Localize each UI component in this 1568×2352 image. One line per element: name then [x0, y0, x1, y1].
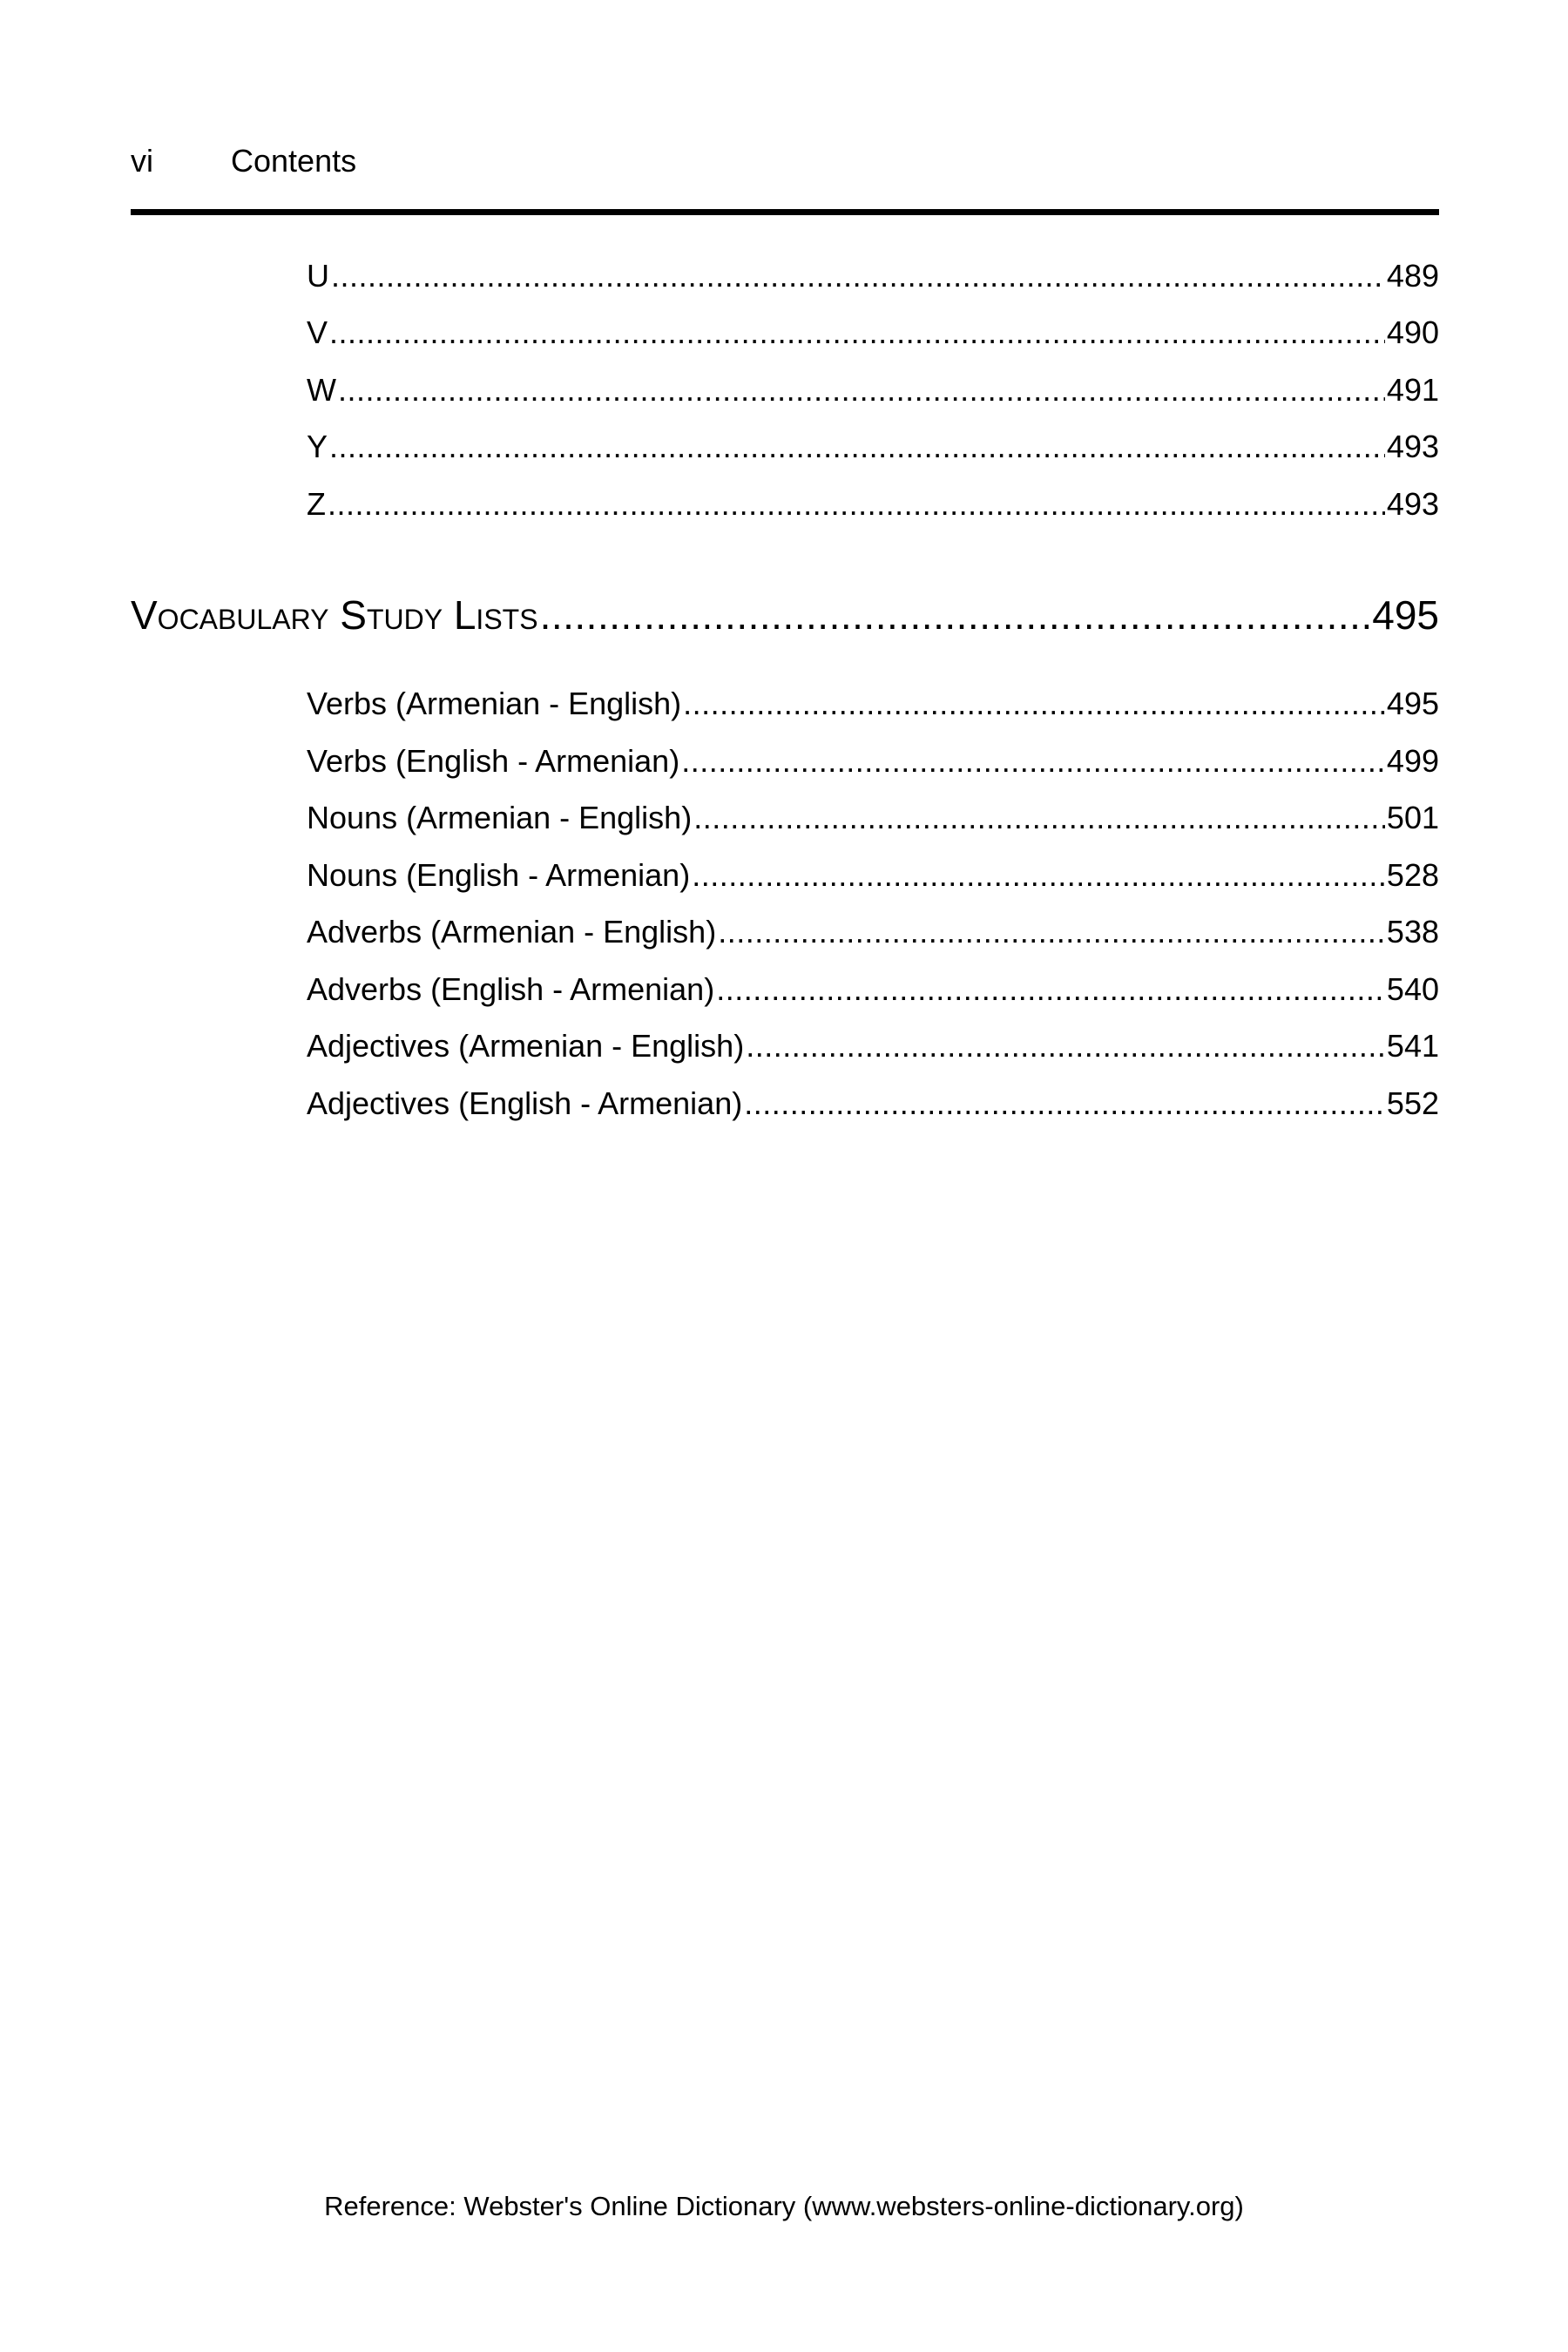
toc-entry-y[interactable]	[307, 428, 1439, 466]
toc-section-vocabulary-study-lists[interactable]	[131, 591, 1439, 639]
dot-leader	[746, 1027, 1385, 1065]
toc-entry-nouns-english-armenian[interactable]	[307, 856, 1439, 895]
dot-leader	[716, 970, 1385, 1009]
toc-entry-adverbs-armenian-english[interactable]	[307, 913, 1439, 951]
toc-entry-adjectives-armenian-english[interactable]	[307, 1027, 1439, 1065]
toc-entry-page: 501	[1386, 800, 1439, 835]
toc-entry-page: 538	[1386, 914, 1439, 950]
dot-leader	[683, 685, 1385, 723]
toc-entry-page: 489	[1386, 258, 1439, 294]
toc-entry-w[interactable]	[307, 371, 1439, 409]
toc-entry-z[interactable]	[307, 485, 1439, 524]
toc-entry-page: 540	[1386, 971, 1439, 1007]
toc-entry-label: Adverbs (Armenian - English)	[307, 914, 717, 950]
toc-entry-page: 552	[1386, 1085, 1439, 1121]
toc-entry-label: V	[307, 314, 328, 350]
toc-entry-label: W	[307, 372, 336, 408]
section-page: 495	[1372, 592, 1439, 638]
toc-entry-page: 495	[1386, 686, 1439, 721]
dot-leader	[329, 428, 1385, 466]
section-title: Vocabulary Study Lists	[131, 592, 538, 638]
toc-entry-verbs-english-armenian[interactable]	[307, 742, 1439, 781]
toc-entry-page: 491	[1386, 372, 1439, 408]
footer-reference: Reference: Webster's Online Dictionary (www.websters-online-dictionary.org)	[324, 2191, 1244, 2221]
dot-leader	[331, 257, 1385, 295]
dot-leader	[718, 913, 1385, 951]
toc-entry-page: 493	[1386, 429, 1439, 464]
dot-leader	[692, 856, 1385, 895]
toc-entry-label: Adverbs (English - Armenian)	[307, 971, 715, 1007]
toc-entry-adverbs-english-armenian[interactable]	[307, 970, 1439, 1009]
toc-entry-label: Adjectives (English - Armenian)	[307, 1085, 743, 1121]
page-number: vi	[131, 143, 153, 179]
dot-leader	[681, 742, 1385, 781]
dot-leader	[338, 371, 1385, 409]
toc-entry-label: Nouns (Armenian - English)	[307, 800, 693, 835]
toc-entry-label: Adjectives (Armenian - English)	[307, 1028, 745, 1064]
toc-entry-adjectives-english-armenian[interactable]	[307, 1085, 1439, 1123]
toc-entry-label: Verbs (Armenian - English)	[307, 686, 682, 721]
toc-entry-verbs-armenian-english[interactable]	[307, 685, 1439, 723]
toc-entry-label: Y	[307, 429, 328, 464]
toc-entry-page: 541	[1386, 1028, 1439, 1064]
toc-entry-label: Z	[307, 486, 326, 522]
dot-leader	[328, 485, 1385, 524]
running-title: Contents	[231, 143, 357, 179]
toc-entry-page: 528	[1386, 857, 1439, 893]
dot-leader	[744, 1085, 1385, 1123]
toc-entry-label: Nouns (English - Armenian)	[307, 857, 691, 893]
toc-entry-page: 499	[1386, 743, 1439, 779]
toc-entry-v[interactable]	[307, 314, 1439, 352]
toc-entry-label: Verbs (English - Armenian)	[307, 743, 680, 779]
dot-leader	[540, 591, 1371, 639]
header-rule	[131, 209, 1439, 215]
toc-entry-u[interactable]	[307, 257, 1439, 295]
dot-leader	[693, 799, 1385, 837]
toc-entry-label: U	[307, 258, 329, 294]
toc-entry-page: 493	[1386, 486, 1439, 522]
dot-leader	[329, 314, 1385, 352]
running-header	[131, 142, 356, 180]
toc-entry-page: 490	[1386, 314, 1439, 350]
toc-entry-nouns-armenian-english[interactable]	[307, 799, 1439, 837]
